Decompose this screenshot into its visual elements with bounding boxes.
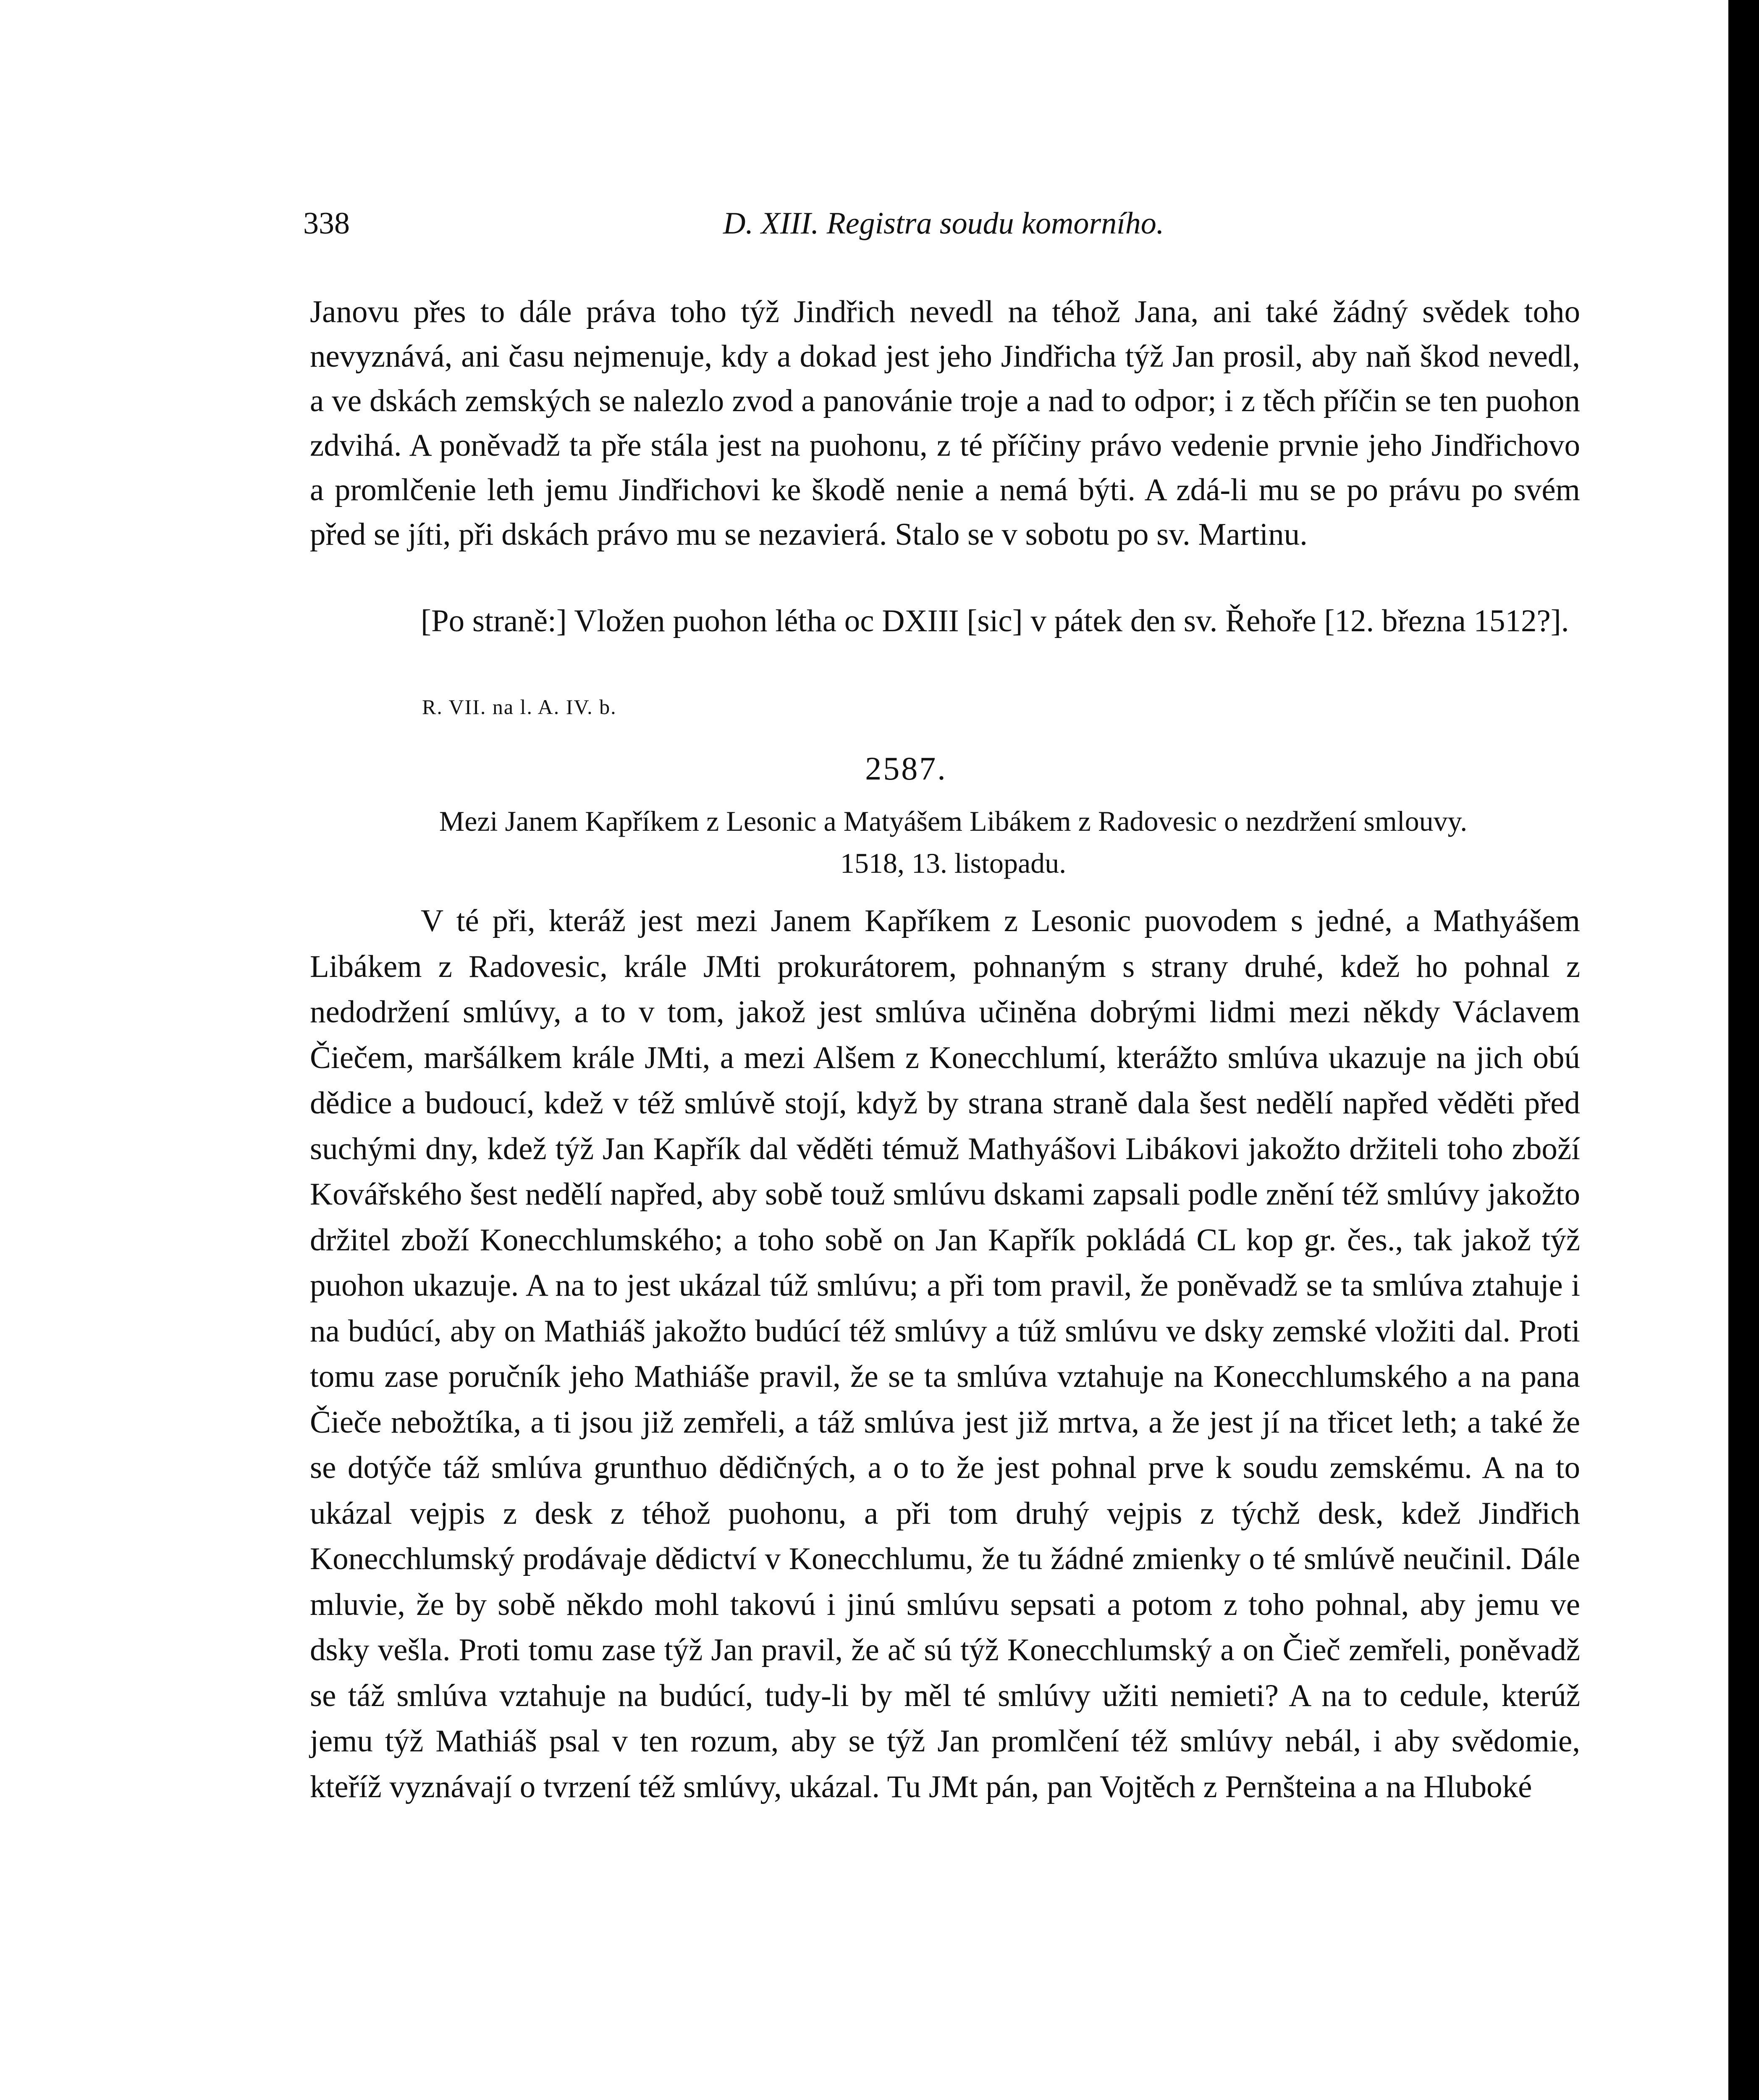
document-text: V té při, kteráž jest mezi Janem Kapříkem z Lesonic puovodem s jedné, a Mathyášem Libákem z Radovesic, krále JMti prokurátorem, pohnaným s strany druhé, kdež ho pohnal z nedodržení smlúvy, a to v tom, jakož jest smlúva učiněna dobrými lidmi mezi někdy Václavem Čiečem, maršálkem krále JMti, a mezi Alšem z Konecchlumí, kterážto smlúva ukazuje na jich obú dědice a budoucí, kdež v též smlúvě stojí, když by strana straně dala šest nedělí napřed věděti před suchými dny, kdež týž Jan Kapřík dal věděti témuž Mathyášovi Libákovi jakožto držiteli toho zboží Kovářského šest nedělí napřed, aby sobě touž smlúvu dskami zapsali podle znění též smlúvy jakožto držitel zboží Konecchlumského; a toho sobě on Jan Kapřík pokládá CL kop gr. čes., tak jakož týž puohon ukazuje. A na to jest ukázal túž smlúvu; a při tom pravil, že poněvadž se ta smlúva ztahuje i na budúcí, aby on Mathiáš jakožto budúcí též smlúvy a túž smlúvu ve dsky zemské vložiti dal. Proti tomu zase poručník jeho Mathiáše pravil, že se ta smlúva vztahuje na Konecchlumského a na pana Čieče nebožtíka, a ti jsou již zemřeli, a táž smlúva jest již mrtva, a že jest jí na třicet leth; a také že se dotýče táž smlúva grunthuo dědičných, a o to že jest pohnal prve k soudu zemskému. A na to ukázal vejpis z desk z téhož puohonu, a při tom druhý vejpis z týchž desk, kdež Jindřich Konecchlumský prodávaje dědictví v Konecchlumu, že tu žádné zmienky o té smlúvě neučinil. Dále mluvie, že by sobě někdo mohl takovú i jinú smlúvu sepsati a potom z toho pohnal, aby jemu ve dsky vešla. Proti tomu zase týž Jan pravil, že ač sú týž Konecchlumský a on Čieč zemřeli, poněvadž se táž smlúva vztahuje na budúcí, tudy-li by měl té smlúvy užiti nemieti? A na to cedule, kterúž jemu týž Mathiáš psal v ten rozum, aby se týž Jan promlčení též smlúvy nebál, i aby svědomie, kteříž vyznávají o tvrzení též smlúvy, ukázal. Tu JMt pán, pan Vojtěch z Pernšteina a na Hluboké — [310, 903, 1580, 1804]
page-header — [303, 206, 1164, 252]
continuation-paragraph: Janovu přes to dále práva toho týž Jindřich nevedl na téhož Jana, ani také žádný svědek toho nevyznává, ani času nejmenuje, kdy a dokad jest jeho Jindřicha týž Jan prosil, aby naň škod nevedl, a ve dskách zemských se nalezlo zvod a panovánie troje a nad to odpor; i z těch příčin se ten puohon zdvihá. A poněvadž ta pře stála jest na puohonu, z té příčiny právo vedenie prvnie jeho Jindřichovo a promlčenie leth jemu Jindřichovi ke škodě nenie a nemá býti. A zdá-li mu se po právu po svém před se jíti, při dskách právo mu se nezavierá. Stalo se v sobotu po sv. Martinu. — [310, 294, 1580, 552]
document-regest — [319, 800, 1587, 884]
running-title: D. XIII. Registra soudu komorního. — [723, 206, 1164, 241]
archival-reference: R. VII. na l. A. IV. b. — [422, 695, 617, 719]
regest-date: 1518, 13. listopadu. — [840, 847, 1067, 879]
page-number: 338 — [303, 206, 350, 241]
regest-summary: Mezi Janem Kapříkem z Lesonic a Matyášem Libákem z Radovesic o nezdržení smlouvy. — [439, 805, 1468, 837]
margin-note: [Po straně:] Vložen puohon létha oc DXIII [sic] v pátek den sv. Řehoře [12. března 1512?]. — [421, 604, 1569, 638]
document-number: 2587. — [865, 750, 947, 787]
